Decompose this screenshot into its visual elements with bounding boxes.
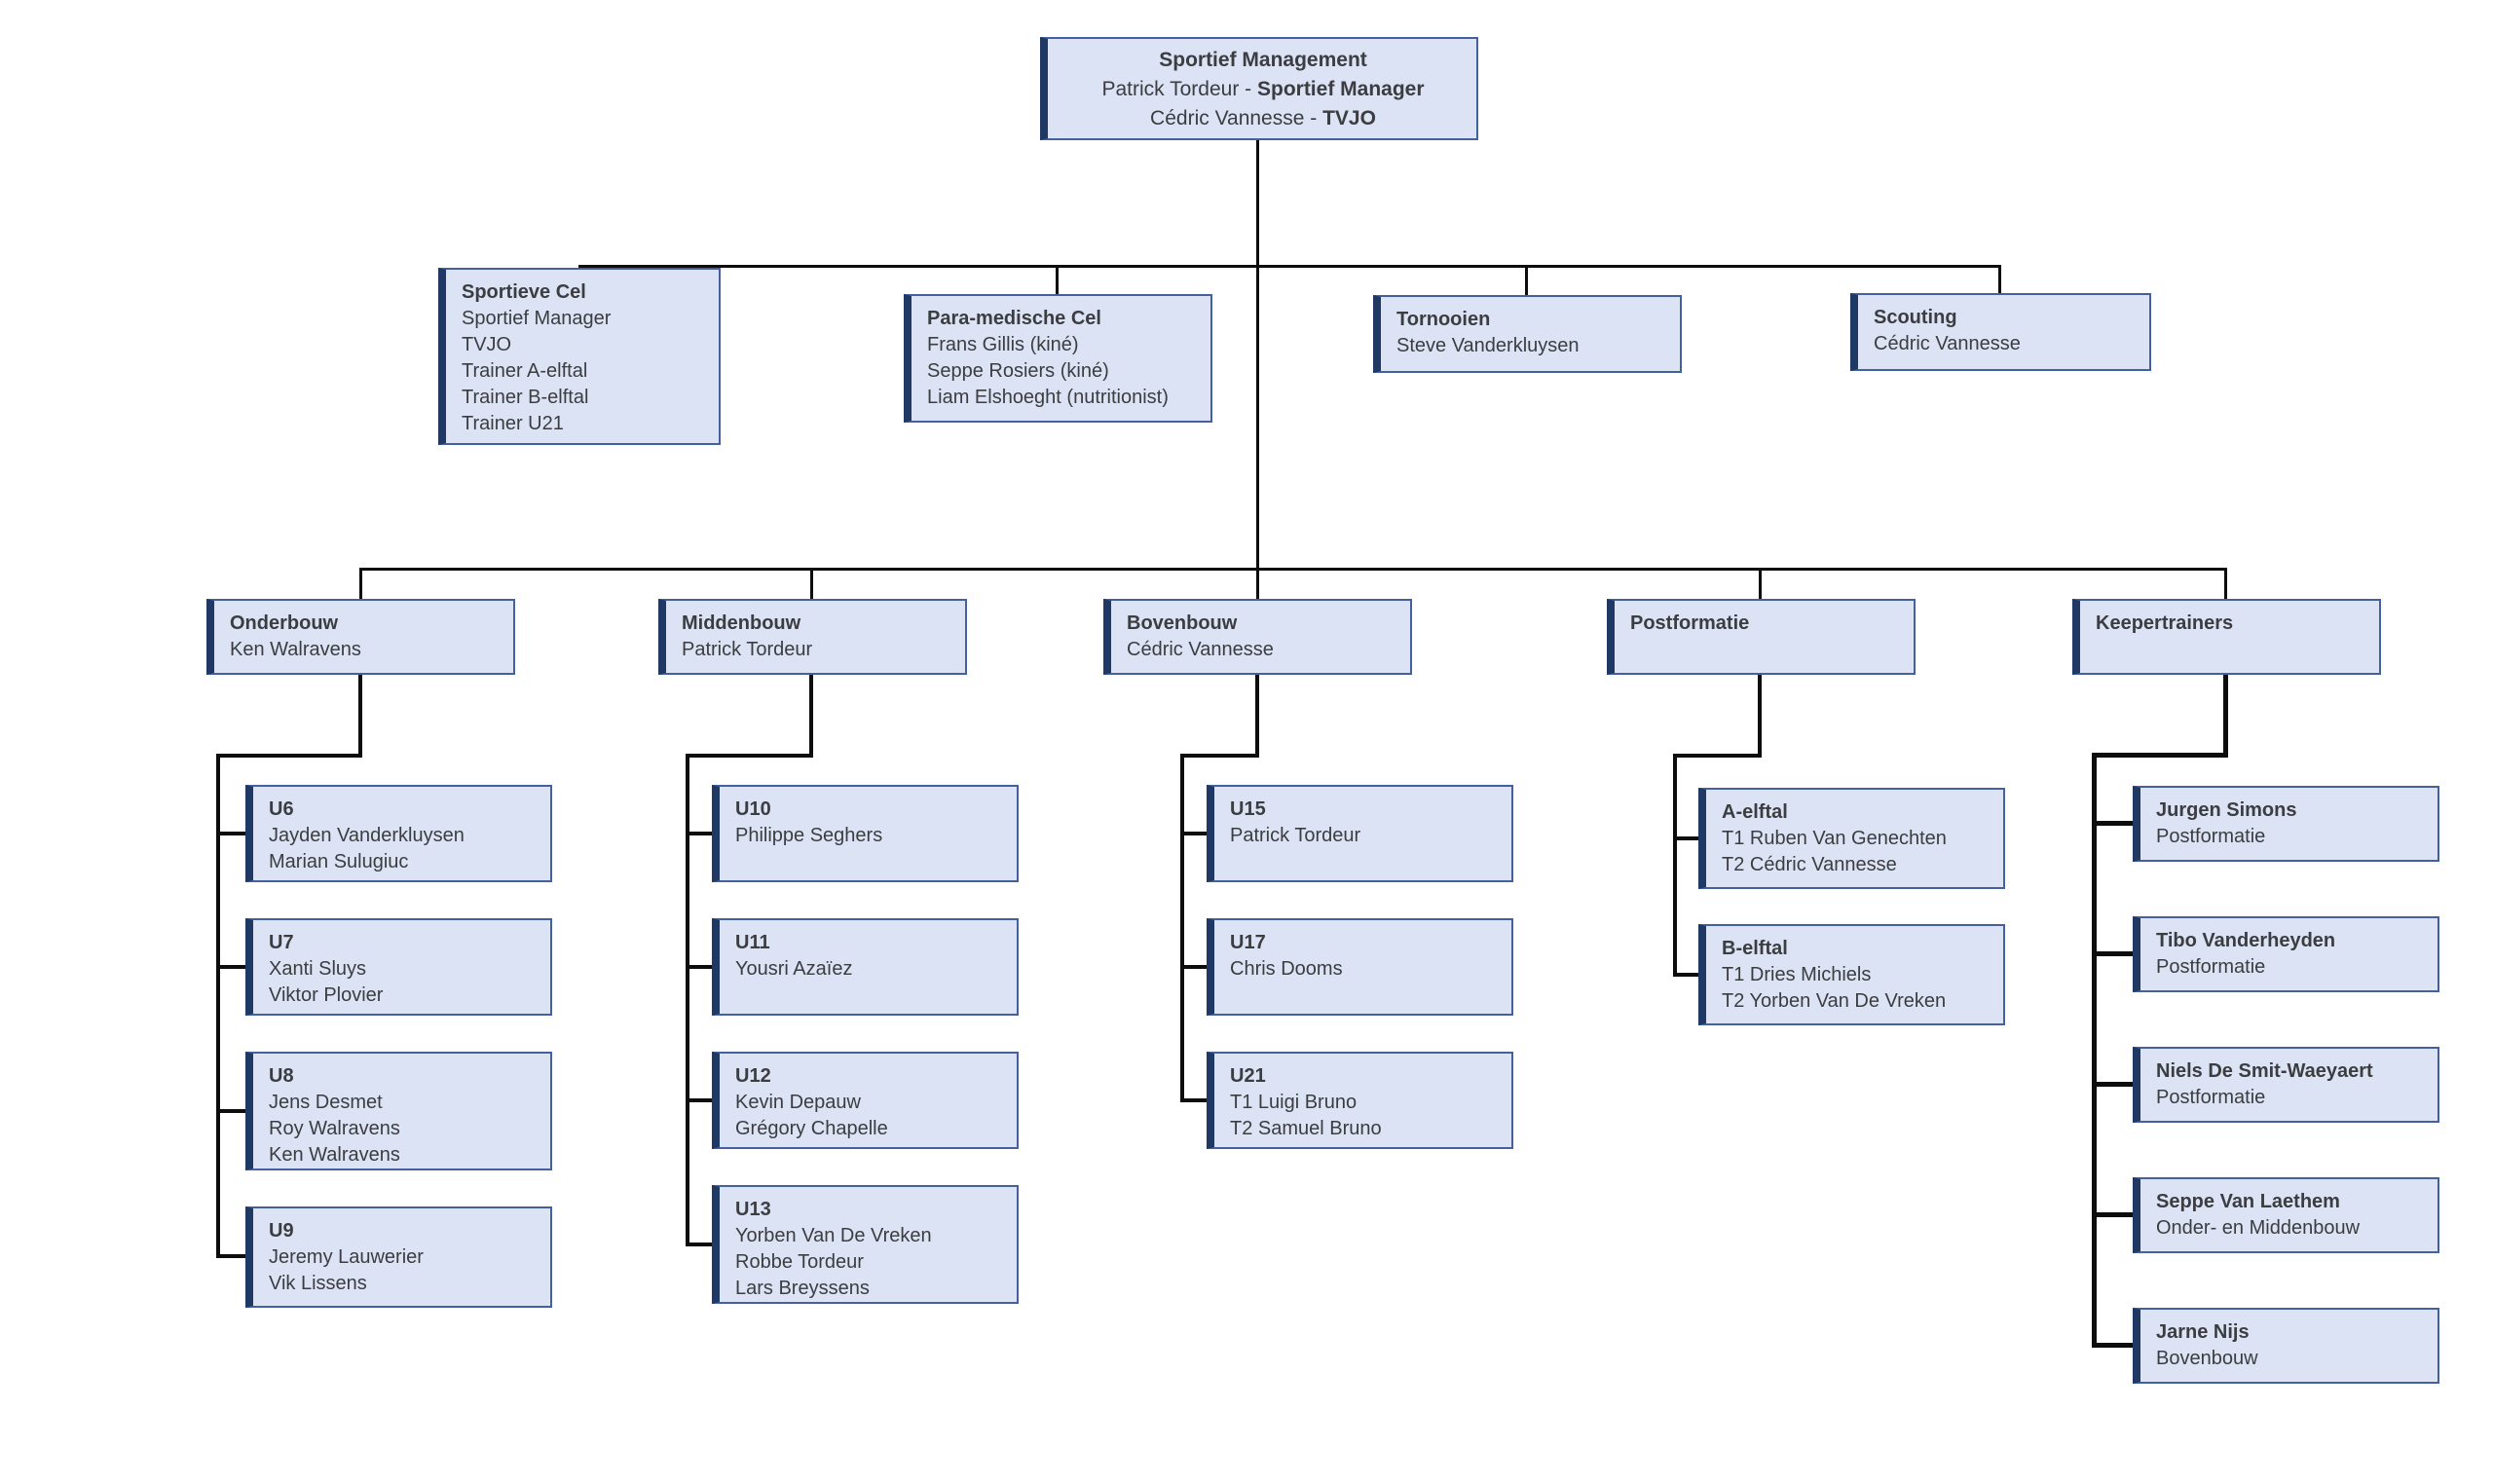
box-title: Middenbouw (682, 612, 801, 634)
box-title: Jurgen Simons (2156, 799, 2297, 821)
box-title: U7 (269, 932, 294, 953)
box-title: Niels De Smit-Waeyaert (2156, 1060, 2373, 1082)
connector-segment (359, 568, 2227, 571)
connector-segment (1673, 973, 1698, 977)
box-line: Kevin Depauw (735, 1092, 861, 1113)
connector-segment (686, 965, 712, 969)
box-title: U11 (735, 932, 770, 953)
connector-segment (2092, 1212, 2133, 1217)
box-line: Patrick Tordeur (1230, 825, 1361, 846)
box-line: Viktor Plovier (269, 984, 384, 1006)
box-title: Bovenbouw (1127, 612, 1238, 634)
org-box-u15 (1207, 785, 1513, 882)
connector-segment (578, 265, 2000, 268)
connector-segment (216, 832, 245, 835)
org-box-u7 (245, 918, 552, 1016)
box-line: Yorben Van De Vreken (735, 1225, 932, 1246)
box-line: Ken Walravens (230, 639, 361, 660)
box-title: U15 (1230, 798, 1266, 820)
connector-segment (1180, 754, 1259, 758)
box-title: A-elftal (1722, 801, 1788, 823)
box-line: Sportief Manager (462, 308, 612, 329)
connector-segment (1180, 754, 1184, 1102)
connector-segment (1758, 675, 1762, 758)
connector-segment (216, 1254, 245, 1258)
connector-segment (1180, 1098, 1207, 1102)
box-title: Sportieve Cel (462, 281, 586, 303)
connector-segment (2092, 821, 2133, 826)
box-title: Seppe Van Laethem (2156, 1191, 2340, 1212)
box-line: Patrick Tordeur (682, 639, 813, 660)
org-box-middenbouw (658, 599, 967, 675)
box-line: Liam Elshoeght (nutritionist) (927, 387, 1169, 408)
org-box-keepertrainers (2072, 599, 2381, 675)
connector-segment (1673, 754, 1677, 976)
org-box-b-elftal (1698, 924, 2005, 1025)
box-line: Xanti Sluys (269, 958, 367, 980)
connector-segment (2223, 675, 2228, 757)
box-title: U6 (269, 798, 294, 820)
connector-segment (216, 754, 220, 1258)
connector-segment (1255, 675, 1259, 758)
connector-segment (1056, 265, 1059, 294)
box-line: TVJO (462, 334, 512, 355)
connector-segment (1256, 568, 1259, 599)
box-line: Cédric Vannesse (1127, 639, 1274, 660)
org-box-keeper-seppe-van-laethem (2133, 1177, 2439, 1253)
org-box-u9 (245, 1206, 552, 1308)
box-line: Seppe Rosiers (kiné) (927, 360, 1109, 382)
box-line: Trainer U21 (462, 413, 564, 434)
org-box-bovenbouw (1103, 599, 1412, 675)
org-box-u8 (245, 1052, 552, 1170)
box-title: Tornooien (1396, 309, 1491, 330)
org-box-keeper-jurgen-simons (2133, 786, 2439, 862)
org-box-scouting (1850, 293, 2151, 371)
connector-segment (1180, 832, 1207, 835)
box-title: Postformatie (1630, 612, 1750, 634)
org-box-tornooien (1373, 295, 1682, 373)
org-box-u17 (1207, 918, 1513, 1016)
box-title: Onderbouw (230, 612, 339, 634)
connector-segment (1256, 139, 1259, 570)
box-title: U17 (1230, 932, 1266, 953)
box-line: T1 Dries Michiels (1722, 964, 1872, 985)
box-line: Marian Sulugiuc (269, 851, 409, 872)
box-line: T2 Yorben Van De Vreken (1722, 990, 1947, 1012)
box-line: T1 Luigi Bruno (1230, 1092, 1358, 1113)
box-title: Tibo Vanderheyden (2156, 930, 2336, 951)
connector-segment (216, 1109, 245, 1113)
box-line: Postformatie (2156, 1087, 2266, 1108)
connector-segment (1673, 836, 1698, 840)
box-line: T2 Cédric Vannesse (1722, 854, 1897, 875)
box-line: Trainer B-elftal (462, 387, 589, 408)
box-title: Scouting (1874, 307, 1957, 328)
connector-segment (686, 754, 813, 758)
connector-segment (686, 1243, 712, 1246)
connector-segment (2092, 951, 2133, 956)
box-title: U13 (735, 1199, 771, 1220)
box-title: U10 (735, 798, 771, 820)
org-box-keeper-niels-de-smit-waeyaert (2133, 1047, 2439, 1123)
org-box-u12 (712, 1052, 1019, 1149)
box-line: Bovenbouw (2156, 1348, 2258, 1369)
connector-segment (358, 675, 362, 758)
box-line: Jeremy Lauwerier (269, 1246, 424, 1268)
connector-segment (1998, 265, 2001, 293)
org-box-keeper-tibo-vanderheyden (2133, 916, 2439, 992)
box-line: Patrick Tordeur - Sportief Manager (1101, 78, 1425, 100)
org-box-postformatie (1607, 599, 1916, 675)
box-line: Jens Desmet (269, 1092, 383, 1113)
connector-segment (1525, 265, 1528, 295)
box-line: Frans Gillis (kiné) (927, 334, 1079, 355)
box-line: Roy Walravens (269, 1118, 400, 1139)
box-line: Lars Breyssens (735, 1278, 870, 1299)
box-line: T2 Samuel Bruno (1230, 1118, 1382, 1139)
connector-segment (2092, 753, 2228, 758)
box-title: Keepertrainers (2096, 612, 2234, 634)
box-line: Postformatie (2156, 956, 2266, 978)
connector-segment (1759, 568, 1762, 599)
connector-segment (1673, 754, 1762, 758)
box-line: Cédric Vannesse (1874, 333, 2021, 354)
connector-segment (216, 965, 245, 969)
connector-segment (686, 754, 689, 1246)
box-title: U8 (269, 1065, 294, 1087)
box-line: Yousri Azaïez (735, 958, 853, 980)
box-line: Grégory Chapelle (735, 1118, 888, 1139)
box-title: Jarne Nijs (2156, 1321, 2250, 1343)
org-box-onderbouw (206, 599, 515, 675)
box-title: U21 (1230, 1065, 1266, 1087)
box-title: U9 (269, 1220, 294, 1242)
box-title: Para-medische Cel (927, 308, 1101, 329)
org-box-u6 (245, 785, 552, 882)
org-box-u13 (712, 1185, 1019, 1304)
connector-segment (1180, 965, 1207, 969)
org-box-sportieve-cel (438, 268, 721, 445)
connector-segment (2092, 1082, 2133, 1087)
box-line: Jayden Vanderkluysen (269, 825, 465, 846)
box-line: Robbe Tordeur (735, 1251, 864, 1273)
box-line: Onder- en Middenbouw (2156, 1217, 2361, 1239)
connector-segment (686, 1098, 712, 1102)
box-line: T1 Ruben Van Genechten (1722, 828, 1947, 849)
box-line: Chris Dooms (1230, 958, 1343, 980)
box-line: Ken Walravens (269, 1144, 400, 1166)
box-line: Postformatie (2156, 826, 2266, 847)
org-box-u10 (712, 785, 1019, 882)
connector-segment (810, 568, 813, 599)
box-title: U12 (735, 1065, 771, 1087)
connector-segment (216, 754, 362, 758)
org-box-u11 (712, 918, 1019, 1016)
connector-segment (809, 675, 813, 758)
connector-segment (2224, 568, 2227, 599)
connector-segment (359, 568, 362, 599)
connector-segment (2092, 1343, 2133, 1348)
org-box-sportief-management (1040, 37, 1478, 140)
connector-segment (2092, 753, 2097, 1347)
connector-segment (686, 832, 712, 835)
org-box-a-elftal (1698, 788, 2005, 889)
box-title: Sportief Management (1159, 49, 1367, 71)
box-line: Philippe Seghers (735, 825, 883, 846)
org-box-u21 (1207, 1052, 1513, 1149)
box-line: Trainer A-elftal (462, 360, 588, 382)
org-box-keeper-jarne-nijs (2133, 1308, 2439, 1384)
box-line: Steve Vanderkluysen (1396, 335, 1580, 356)
org-box-para-medische-cel (904, 294, 1212, 423)
box-line: Cédric Vannesse - TVJO (1150, 107, 1376, 130)
box-line: Vik Lissens (269, 1273, 367, 1294)
box-title: B-elftal (1722, 938, 1788, 959)
